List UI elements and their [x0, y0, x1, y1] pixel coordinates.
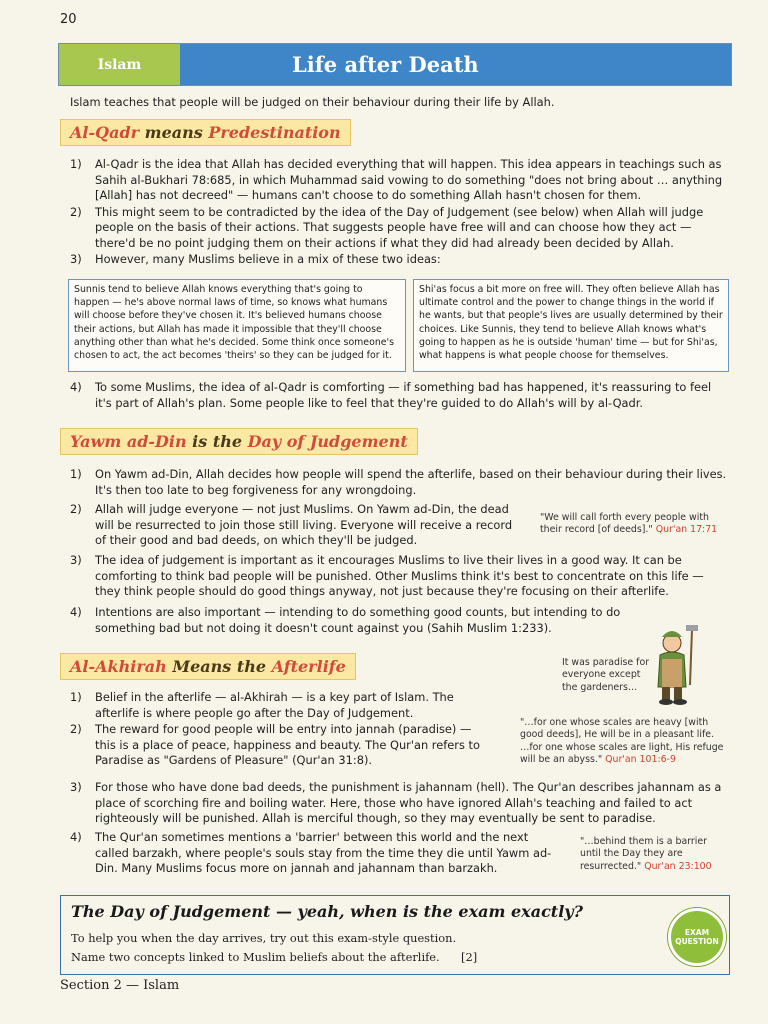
quote-text: "…behind them is a barrier until the Day they are resurrected."	[580, 836, 707, 872]
quote-scales	[520, 717, 725, 767]
list-item	[70, 467, 730, 498]
afterlife-list	[70, 690, 490, 770]
item-number: 2)	[70, 502, 82, 516]
list-item	[70, 380, 730, 411]
item-text: The idea of judgement is important as it encourages Muslims to live their lives in a good way. It can be comforting to think bad people will be punished. Other Muslims think it's best to concentrate on this life — they think people should do good things anyway, not just because they're focusing on their afterlife.	[95, 553, 704, 598]
exam-marks: [2]	[461, 950, 478, 964]
item-text: To some Muslims, the idea of al-Qadr is comforting — if something bad has happened, it's reassuring to feel it's part of Allah's plan. Some people like to feel that they're guided to do Allah's will by al-Qadr.	[95, 380, 712, 410]
exam-instruction: To help you when the day arrives, try out this exam-style question.	[71, 931, 457, 945]
item-number: 4)	[70, 830, 82, 844]
afterlife-list-3	[70, 830, 560, 878]
heading-term: Yawm ad-Din	[70, 432, 187, 451]
item-number: 4)	[70, 380, 82, 394]
item-number: 1)	[70, 157, 82, 171]
item-text: The Qur'an sometimes mentions a 'barrier' between this world and the next called barzakh, where people's souls stay from the time they die until Yawm ad-Din. Many Muslims focus more on jannah and jahannam than barzakh.	[95, 830, 552, 875]
list-item	[70, 780, 730, 827]
heading-term: Afterlife	[271, 657, 346, 676]
badge-line: EXAM	[684, 928, 710, 937]
list-item	[70, 205, 730, 252]
heading-joiner: Means the	[166, 657, 272, 676]
page-footer: Section 2 — Islam	[60, 978, 180, 993]
item-number: 1)	[70, 690, 82, 704]
item-text: On Yawm ad-Din, Allah decides how people will spend the afterlife, based on their behaviour during their lives. It's then too late to beg forgiveness for any wrongdoing.	[95, 467, 727, 497]
quote-record	[540, 512, 725, 537]
item-text: The reward for good people will be entry into jannah (paradise) — this is a place of peace, happiness and beauty. The Qur'an refers to Paradise as "Gardens of Pleasure" (Qur'an 31:8).	[95, 722, 480, 767]
item-text: However, many Muslims believe in a mix of these two ideas:	[95, 252, 441, 266]
heading-term: Al-Qadr	[70, 123, 140, 142]
item-text: Al-Qadr is the idea that Allah has decided everything that will happen. This idea appears in teachings such as Sahih al-Bukhari 78:685, in which Muhammad said vowing to do something "does not bring about … anything [Allah] has not decreed" — humans can't choose to do something Allah hasn't chosen for them.	[95, 157, 723, 202]
list-item	[70, 252, 730, 268]
item-number: 1)	[70, 467, 82, 481]
category-label: Islam	[59, 44, 180, 85]
section-heading-judgement	[60, 428, 418, 455]
judgement-list-2	[70, 502, 515, 550]
item-number: 3)	[70, 553, 82, 567]
item-number: 2)	[70, 722, 82, 736]
quote-barrier	[580, 836, 725, 873]
sunni-info-box: Sunnis tend to believe Allah knows everything that's going to happen — he's above normal laws of time, so knows what humans will choose before they've chosen it. It's believed humans choose their actions, but Allah has made it impossible that they'll choose anything other than what he's decided. Some think once someone's chosen to act, the act becomes 'theirs' so they can be judged for it.	[68, 279, 406, 372]
judgement-list	[70, 467, 730, 499]
judgement-list-3	[70, 553, 730, 601]
cartoon-caption: It was paradise for everyone except the gardeners…	[562, 657, 650, 693]
gardener-cartoon-icon	[650, 625, 708, 705]
item-number: 2)	[70, 204, 82, 219]
item-text: Allah will judge everyone — not just Muslims. On Yawm ad-Din, the dead will be resurrected to join those still living. Everyone will receive a record of their good and bad deeds, on which they'll be judged.	[95, 502, 513, 547]
item-text: This might seem to be contradicted by the idea of the Day of Judgement (see below) when Allah will judge people on the basis of their actions. That suggests people have free will and can choose how they act — there'd be no point judging them on their actions if what they did had already been decided by Allah.	[95, 204, 704, 250]
page-title: Life after Death	[180, 44, 731, 85]
exam-question-badge-icon	[668, 908, 726, 966]
exam-question: Name two concepts linked to Muslim beliefs about the afterlife.	[71, 950, 440, 964]
list-item	[70, 722, 490, 769]
heading-joiner: is the	[186, 432, 248, 451]
list-item	[70, 690, 490, 721]
list-item	[70, 157, 730, 204]
heading-term: Al-Akhirah	[70, 657, 167, 676]
quote-reference: Qur'an 17:71	[655, 524, 718, 536]
qadr-list-continued	[70, 380, 730, 412]
judgement-list-4	[70, 605, 630, 637]
list-item	[70, 553, 730, 600]
list-item	[70, 502, 515, 549]
quote-reference: Qur'an 101:6-9	[605, 754, 676, 766]
exam-question-box	[60, 895, 730, 975]
qadr-list	[70, 157, 730, 269]
list-item	[70, 830, 560, 877]
list-item	[70, 605, 630, 636]
page-number: 20	[60, 12, 77, 27]
section-heading-qadr	[60, 119, 351, 146]
item-text: Intentions are also important — intending to do something good counts, but intending to do something bad but not doing it doesn't count against you (Sahih Muslim 1:233).	[95, 605, 621, 635]
shia-info-box: Shi'as focus a bit more on free will. They often believe Allah has ultimate control and the power to change things in the world if he wants, but that people's lives are usually determined by their choices. Like Sunnis, they tend to believe Allah knows what's going to happen as he is outside 'human' time — but for Shi'as, what happens is what people choose for themselves.	[413, 279, 729, 372]
page-header	[58, 43, 732, 86]
item-text: For those who have done bad deeds, the punishment is jahannam (hell). The Qur'an describes jahannam as a place of scorching fire and boiling water. Here, those who have ignored Allah's teaching and failed to act righteously will be punished. Allah is merciful though, so they may eventually be sent to paradise.	[95, 780, 722, 825]
heading-joiner: means	[139, 123, 209, 142]
item-number: 3)	[70, 252, 82, 266]
quote-text: "…for one whose scales are heavy [with good deeds], He will be in a pleasant life. …for one whose scales are light, His refuge will be an abyss."	[520, 717, 724, 766]
exam-title: The Day of Judgement — yeah, when is the exam exactly?	[71, 902, 583, 921]
intro-text: Islam teaches that people will be judged on their behaviour during their life by Allah.	[70, 95, 555, 109]
heading-term: Predestination	[208, 123, 341, 142]
afterlife-list-2	[70, 780, 730, 828]
badge-line: QUESTION	[675, 937, 719, 946]
item-number: 4)	[70, 605, 82, 619]
item-text: Belief in the afterlife — al-Akhirah — is a key part of Islam. The afterlife is where people go after the Day of Judgement.	[95, 690, 454, 720]
heading-term: Day of Judgement	[247, 432, 408, 451]
quote-text: "We will call forth every people with their record [of deeds]."	[540, 512, 709, 536]
quote-reference: Qur'an 23:100	[644, 860, 712, 872]
item-number: 3)	[70, 780, 82, 794]
section-heading-afterlife	[60, 653, 356, 680]
